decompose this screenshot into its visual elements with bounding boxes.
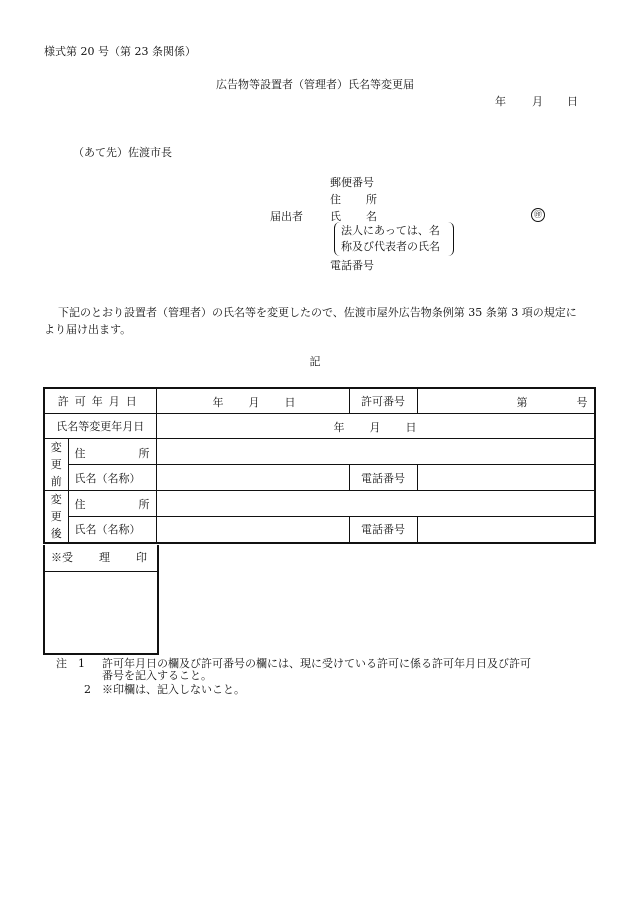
address-label-1: 住 (330, 193, 341, 206)
after-label (44, 491, 68, 544)
before-label-2: 更 (50, 458, 62, 471)
table-row (44, 491, 595, 517)
name-label-2: 名 (366, 210, 377, 223)
change-date-day: 日 (405, 421, 417, 434)
before-label-3: 前 (50, 475, 62, 488)
permit-date-year: 年 (212, 396, 224, 409)
change-date-month: 月 (369, 421, 381, 434)
addressee: （あて先）佐渡市長 (73, 146, 172, 159)
change-date-value[interactable] (156, 414, 595, 439)
change-date-label: 氏名等変更年月日 (44, 414, 156, 439)
receipt-label-mid: 理 (99, 551, 110, 564)
note-2: 2 ※印欄は、記入しないこと。 (84, 683, 245, 696)
header-date-year: 年 (495, 95, 506, 108)
after-address-label-2: 所 (138, 498, 150, 512)
note-1-line-1: 許可年月日の欄及び許可番号の欄には、現に受けている許可に係る許可年月日及び許可 (102, 657, 531, 670)
postal-code-label: 郵便番号 (330, 176, 374, 189)
corp-note-bracket (334, 222, 454, 256)
receipt-stamp-area[interactable] (45, 572, 157, 652)
permit-date-month: 月 (248, 396, 260, 409)
form-number: 様式第 20 号（第 23 条関係） (44, 45, 196, 58)
before-address-value[interactable] (156, 439, 595, 465)
seal-mark: ㊞ (531, 208, 545, 222)
ki-heading: 記 (309, 355, 321, 368)
table-row (44, 388, 595, 414)
table-row (44, 516, 595, 543)
change-table (43, 387, 596, 544)
receipt-label-left: ※受 (51, 551, 73, 564)
before-phone-label: 電話番号 (349, 465, 417, 491)
change-date-year: 年 (333, 421, 345, 434)
after-address-label (68, 491, 156, 517)
permit-number-prefix: 第 (516, 396, 528, 409)
after-phone-label: 電話番号 (349, 516, 417, 543)
permit-date-value[interactable] (156, 388, 349, 414)
form-title: 広告物等設置者（管理者）氏名等変更届 (216, 78, 414, 91)
receipt-header (45, 545, 157, 572)
header-date-month: 月 (532, 95, 543, 108)
corp-note-line-1: 法人にあっては、名 (341, 224, 440, 237)
after-label-1: 変 (50, 493, 62, 506)
table-row (44, 439, 595, 465)
before-address-label (68, 439, 156, 465)
address-label-2: 所 (366, 193, 377, 206)
name-label-1: 氏 (330, 210, 341, 223)
permit-number-label: 許可番号 (349, 388, 417, 414)
note-1-line-2: 番号を記入すること。 (102, 669, 212, 682)
after-address-value[interactable] (156, 491, 595, 517)
corp-note-line-2: 称及び代表者の氏名 (341, 240, 440, 253)
before-address-label-1: 住 (74, 446, 86, 460)
table-row (44, 465, 595, 491)
before-label-1: 変 (50, 441, 62, 454)
before-phone-value[interactable] (417, 465, 595, 491)
receipt-box (43, 545, 159, 655)
applicant-label: 届出者 (270, 210, 303, 223)
permit-date-label: 許可年月日 (44, 388, 156, 414)
after-address-label-1: 住 (74, 498, 86, 512)
after-phone-value[interactable] (417, 516, 595, 543)
after-label-2: 更 (50, 510, 62, 523)
header-date-day: 日 (567, 95, 578, 108)
before-label (44, 439, 68, 491)
after-label-3: 後 (50, 527, 62, 540)
permit-number-value[interactable] (417, 388, 595, 414)
after-name-value[interactable] (156, 516, 349, 543)
note-1-label: 注 1 (56, 657, 85, 670)
table-row (44, 414, 595, 439)
before-address-label-2: 所 (138, 446, 150, 460)
phone-label: 電話番号 (330, 259, 374, 272)
body-text: 下記のとおり設置者（管理者）の氏名等を変更したので、佐渡市屋外広告物条例第 35 条第 3 項の規定により届け出ます。 (44, 306, 577, 336)
permit-date-day: 日 (284, 396, 296, 409)
before-name-label: 氏名（名称） (68, 465, 156, 491)
before-name-value[interactable] (156, 465, 349, 491)
after-name-label: 氏名（名称） (68, 516, 156, 543)
permit-number-suffix: 号 (576, 396, 588, 409)
receipt-label-right: 印 (136, 551, 147, 564)
